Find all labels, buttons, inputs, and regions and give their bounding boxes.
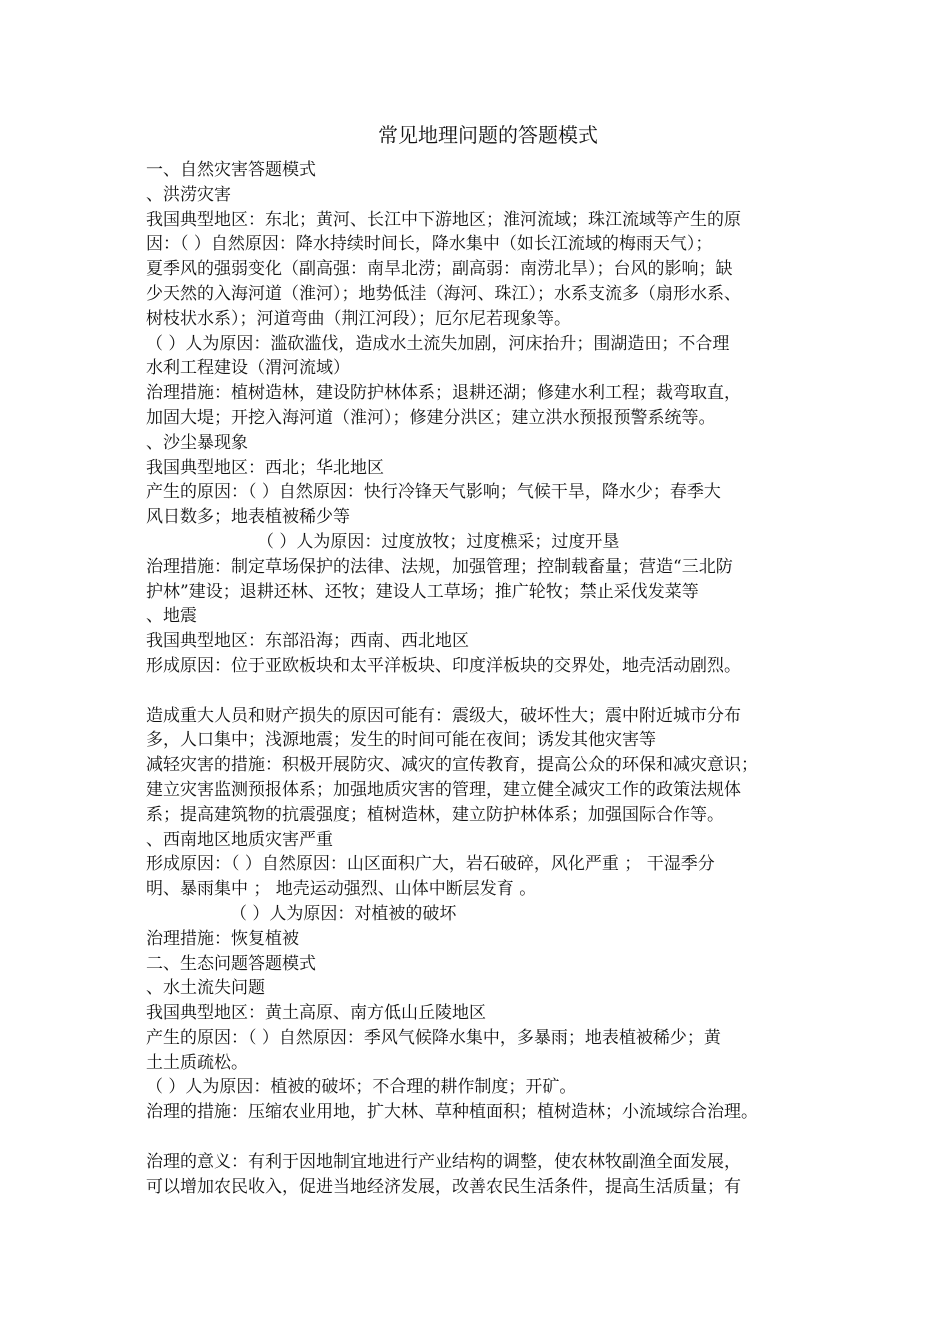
text-line: 造成重大人员和财产损失的原因可能有：震级大，破坏性大；震中附近城市分布 [146, 705, 741, 726]
text-line: 产生的原因：（ ）自然原因：季风气候降水集中，多暴雨；地表植被稀少；黄 [146, 1027, 721, 1048]
text-line: 我国典型地区：东部沿海；西南、西北地区 [146, 631, 469, 652]
text-line: 减轻灾害的措施：积极开展防灾、减灾的宣传教育，提高公众的环保和减灾意识； [146, 755, 758, 776]
text-line: （ ）人为原因：对植被的破坏 [230, 903, 457, 924]
text-line: 建立灾害监测预报体系；加强地质灾害的管理，建立健全减灾工作的政策法规体 [146, 779, 741, 800]
text-line: 系；提高建筑物的抗震强度；植树造林，建立防护林体系；加强国际合作等。 [146, 804, 724, 825]
text-line: 我国典型地区：西北；华北地区 [146, 457, 384, 478]
text-line: 明、暴雨集中 ； 地壳运动强烈、山体中断层发育 。 [146, 879, 537, 900]
text-line: 产生的原因：（ ）自然原因：快行冷锋天气影响；气候干旱，降水少；春季大 [146, 482, 721, 503]
section-heading-natural-disasters: 一、自然灾害答题模式 [146, 160, 316, 180]
text-line: 树枝状水系）；河道弯曲（荆江河段）；厄尔尼若现象等。 [146, 308, 571, 329]
text-line: 夏季风的强弱变化（副高强：南旱北涝；副高弱：南涝北旱）；台风的影响；缺 [146, 259, 733, 280]
text-line: 治理的意义：有利于因地制宜地进行产业结构的调整，使农林牧副渔全面发展， [146, 1151, 741, 1172]
text-line: （ ）人为原因：滥砍滥伐，造成水土流失加剧，河床抬升；围湖造田；不合理 [146, 333, 730, 354]
text-line: 加固大堤；开挖入海河道（淮河）；修建分洪区；建立洪水预报预警系统等。 [146, 407, 716, 428]
text-line: 形成原因：位于亚欧板块和太平洋板块、印度洋板块的交界处，地壳活动剧烈。 [146, 655, 741, 676]
text-line: 治理措施：恢复植被 [146, 928, 299, 949]
subsection-heading-soil-erosion: 、水土流失问题 [146, 978, 265, 999]
blank-line [146, 1125, 810, 1150]
text-line: 土土质疏松。 [146, 1052, 248, 1073]
text-line: 我国典型地区：东北；黄河、长江中下游地区；淮河流域；珠江流域等产生的原 [146, 209, 741, 230]
text-line: （ ）人为原因：过度放牧；过度樵采；过度开垦 [257, 531, 620, 552]
text-line: 多，人口集中；浅源地震；发生的时间可能在夜间；诱发其他灾害等 [146, 730, 656, 751]
text-line: 风日数多；地表植被稀少等 [146, 507, 350, 528]
subsection-heading-flood: 、洪涝灾害 [146, 184, 231, 205]
subsection-heading-earthquake: 、地震 [146, 606, 197, 627]
text-line: 治理措施：植树造林，建设防护林体系；退耕还湖；修建水利工程；裁弯取直， [146, 383, 741, 404]
text-line: 可以增加农民收入，促进当地经济发展，改善农民生活条件，提高生活质量；有 [146, 1176, 741, 1197]
text-line: 少天然的入海河道（淮河）；地势低洼（海河、珠江）；水系支流多（扇形水系、 [146, 283, 741, 304]
text-line: 形成原因：（ ）自然原因：山区面积广大，岩石破碎，风化严重 ； 干湿季分 [146, 854, 715, 875]
subsection-heading-southwest-geological: 、西南地区地质灾害严重 [146, 829, 333, 850]
subsection-heading-sandstorm: 、沙尘暴现象 [146, 432, 248, 453]
text-line: （ ）人为原因：植被的破坏；不合理的耕作制度；开矿。 [146, 1077, 577, 1098]
text-line: 治理的措施：压缩农业用地，扩大林、草种植面积；植树造林；小流域综合治理。 [146, 1102, 758, 1123]
text-line: 水利工程建设（渭河流域） [146, 358, 350, 379]
text-line: 因：（ ）自然原因：降水持续时间长，降水集中（如长江流域的梅雨天气）； [146, 234, 713, 255]
page-title: 常见地理问题的答题模式 [378, 123, 598, 147]
text-line: 护林”建设；退耕还林、还牧；建设人工草场；推广轮牧；禁止采伐发菜等 [146, 581, 699, 602]
text-line: 治理措施：制定草场保护的法律、法规，加强管理；控制载畜量；营造“三北防 [146, 556, 733, 577]
section-heading-ecological: 二、生态问题答题模式 [146, 953, 316, 974]
blank-line [146, 679, 810, 704]
text-line: 我国典型地区：黄土高原、南方低山丘陵地区 [146, 1003, 486, 1024]
